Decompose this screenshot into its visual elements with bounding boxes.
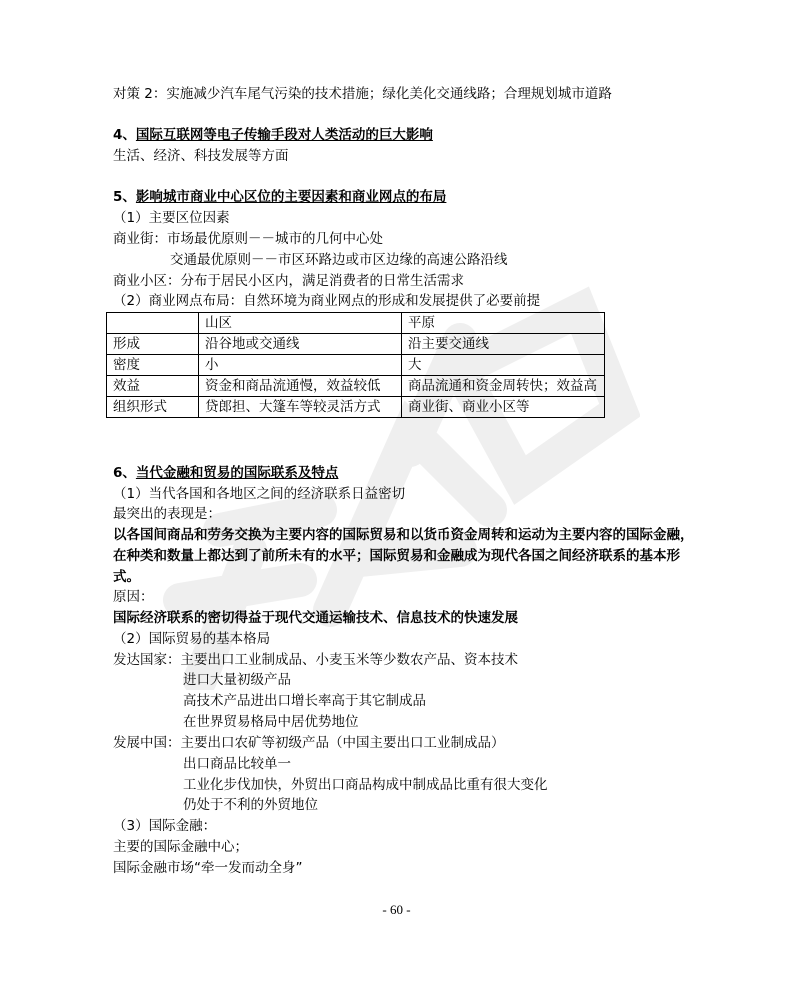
table-cell: 沿谷地或交通线 (199, 334, 402, 355)
paragraph: 工业化步伐加快，外贸出口商品构成中制成品比重有很大变化 (183, 777, 548, 793)
paragraph: 原因： (113, 589, 154, 605)
section-title: 国际互联网等电子传输手段对人类活动的巨大影响 (135, 127, 433, 143)
table-row (107, 334, 605, 355)
paragraph: （3）国际金融： (113, 818, 217, 834)
table-cell: 平原 (402, 313, 605, 334)
table-row (107, 397, 605, 418)
section-4-heading (113, 125, 433, 145)
section-number: 5、 (113, 189, 136, 205)
section-6-heading (113, 463, 338, 483)
table-cell: 山区 (199, 313, 402, 334)
table-cell: 商品流通和资金周转快；效益高 (402, 376, 605, 397)
table-cell: 组织形式 (107, 397, 199, 418)
paragraph: 发达国家：主要出口工业制成品、小麦玉米等少数农产品、资本技术 (113, 652, 518, 668)
table-cell: 密度 (107, 355, 199, 376)
table-header-row (107, 313, 605, 334)
paragraph: 交通最优原则－－市区环路边或市区边缘的高速公路沿线 (170, 252, 508, 268)
paragraph: 最突出的表现是： (113, 506, 221, 522)
paragraph: （1）主要区位因素 (113, 210, 230, 226)
paragraph: 高技术产品进出口增长率高于其它制成品 (183, 693, 426, 709)
table-cell: 沿主要交通线 (402, 334, 605, 355)
table-cell: 贷郎担、大篷车等较灵活方式 (199, 397, 402, 418)
section-title: 当代金融和贸易的国际联系及特点 (135, 465, 339, 481)
paragraph: 商业小区：分布于居民小区内，满足消费者的日常生活需求 (113, 273, 464, 289)
paragraph: 发展中国：主要出口农矿等初级产品（中国主要出口工业制成品） (113, 735, 505, 751)
paragraph: （2）国际贸易的基本格局 (113, 631, 271, 647)
paragraph: 国际金融市场“牵一发而动全身” (113, 860, 303, 876)
paragraph: （1）当代各国和各地区之间的经济联系日益密切 (113, 486, 406, 502)
page-number: - 60 - (382, 902, 411, 917)
table-row (107, 355, 605, 376)
table-cell (107, 313, 199, 334)
paragraph: 生活、经济、科技发展等方面 (113, 148, 289, 164)
paragraph: 在世界贸易格局中居优势地位 (183, 714, 359, 730)
table-cell: 大 (402, 355, 605, 376)
table-cell: 形成 (107, 334, 199, 355)
paragraph: 商业街：市场最优原则－－城市的几何中心处 (113, 231, 383, 247)
paragraph: 仍处于不利的外贸地位 (183, 797, 318, 813)
paragraph: 进口大量初级产品 (183, 672, 291, 688)
table-row (107, 376, 605, 397)
key-point: 国际经济联系的密切得益于现代交通运输技术、信息技术的快速发展 (113, 610, 518, 626)
paragraph: 主要的国际金融中心； (113, 839, 248, 855)
key-point: 以各国间商品和劳务交换为主要内容的国际贸易和以货币资金周转和运动为主要内容的国际金融，在种类和数量上都达到了前所未有的水平；国际贸易和金融成为现代各国之间经济联系的基本形式。 (113, 527, 694, 585)
countermeasure-2: 对策 2：实施减少汽车尾气污染的技术措施；绿化美化交通线路；合理规划城市道路 (113, 86, 612, 102)
section-5-heading (113, 187, 446, 207)
table-cell: 商业街、商业小区等 (402, 397, 605, 418)
table-cell: 小 (199, 355, 402, 376)
section-title: 影响城市商业中心区位的主要因素和商业网点的布局 (135, 189, 447, 205)
section-number: 4、 (113, 127, 136, 143)
section-number: 6、 (113, 465, 136, 481)
commercial-layout-table (106, 312, 605, 418)
paragraph: （2）商业网点布局：自然环境为商业网点的形成和发展提供了必要前提 (113, 293, 541, 309)
table-cell: 资金和商品流通慢，效益较低 (199, 376, 402, 397)
paragraph: 出口商品比较单一 (183, 756, 291, 772)
table-cell: 效益 (107, 376, 199, 397)
